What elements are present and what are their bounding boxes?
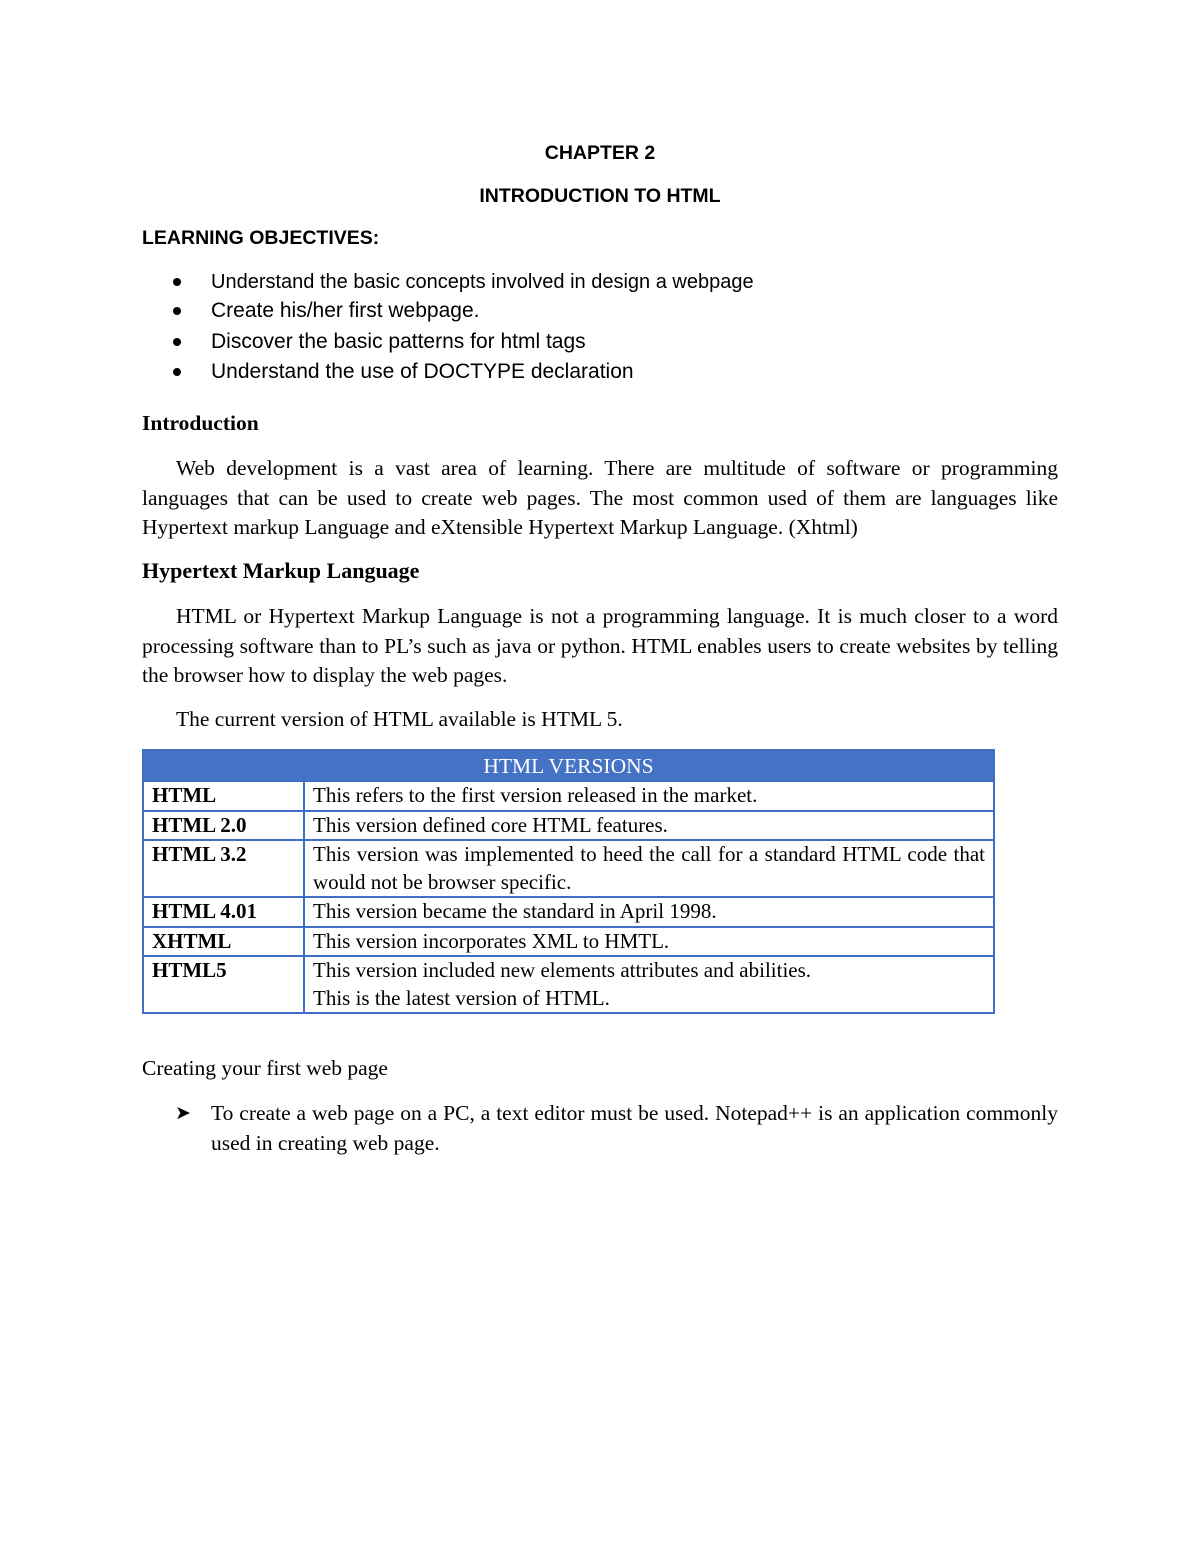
version-description: This version incorporates XML to HMTL. xyxy=(304,927,994,957)
table-row xyxy=(143,811,994,841)
current-version-paragraph: The current version of HTML available is HTML 5. xyxy=(176,707,623,731)
version-name: HTML5 xyxy=(143,956,304,1013)
hypertext-paragraph: HTML or Hypertext Markup Language is not a programming language. It is much closer to a word processing software than to PL’s such as java or python. HTML enables users to create websites by telling the browser how to display the web pages. xyxy=(142,604,1058,687)
chapter-title: INTRODUCTION TO HTML xyxy=(479,185,721,207)
objectives-heading: LEARNING OBJECTIVES: xyxy=(142,227,380,249)
step-item: ➤ To create a web page on a PC, a text editor must be used. Notepad++ is an application commonly used in creating web page. xyxy=(175,1101,1058,1155)
table-header: HTML VERSIONS xyxy=(143,750,994,781)
objective-item: Understand the basic concepts involved in design a webpage xyxy=(142,267,754,296)
version-name: XHTML xyxy=(143,927,304,957)
version-name: HTML 4.01 xyxy=(143,897,304,927)
chapter-label: CHAPTER 2 xyxy=(544,142,656,164)
version-name: HTML 2.0 xyxy=(143,811,304,841)
version-description: This version defined core HTML features. xyxy=(304,811,994,841)
arrow-bullet-icon: ➤ xyxy=(175,1102,191,1124)
bullet-icon xyxy=(173,278,181,286)
version-description: This version was implemented to heed the call for a standard HTML code that would not be browser specific. xyxy=(304,840,994,897)
version-name: HTML 3.2 xyxy=(143,840,304,897)
version-name: HTML xyxy=(143,781,304,811)
version-description: This version became the standard in April 1998. xyxy=(304,897,994,927)
table-row xyxy=(143,840,994,897)
bullet-icon xyxy=(173,338,181,346)
table-row xyxy=(143,781,994,811)
bullet-icon xyxy=(173,307,181,315)
table-row xyxy=(143,956,994,1013)
html-versions-table xyxy=(142,749,995,1014)
table-row xyxy=(143,927,994,957)
creating-steps-list xyxy=(142,1099,1058,1158)
hypertext-heading: Hypertext Markup Language xyxy=(142,558,420,583)
creating-heading: Creating your first web page xyxy=(142,1056,388,1080)
introduction-paragraph: Web development is a vast area of learning. There are multitude of software or programming languages that can be used to create web pages. The most common used of them are languages like Hypertext markup Language and eXtensible Hypertext Markup Language. (Xhtml) xyxy=(142,456,1058,539)
objective-item: Understand the use of DOCTYPE declaration xyxy=(142,357,754,388)
objective-item: Create his/her first webpage. xyxy=(142,296,754,327)
objective-item: Discover the basic patterns for html tags xyxy=(142,327,754,358)
introduction-heading: Introduction xyxy=(142,411,259,435)
bullet-icon xyxy=(173,368,181,376)
version-description: This version included new elements attributes and abilities. This is the latest version of HTML. xyxy=(304,956,994,1013)
table-row xyxy=(143,897,994,927)
version-description: This refers to the first version released in the market. xyxy=(304,781,994,811)
objectives-list xyxy=(142,267,754,388)
